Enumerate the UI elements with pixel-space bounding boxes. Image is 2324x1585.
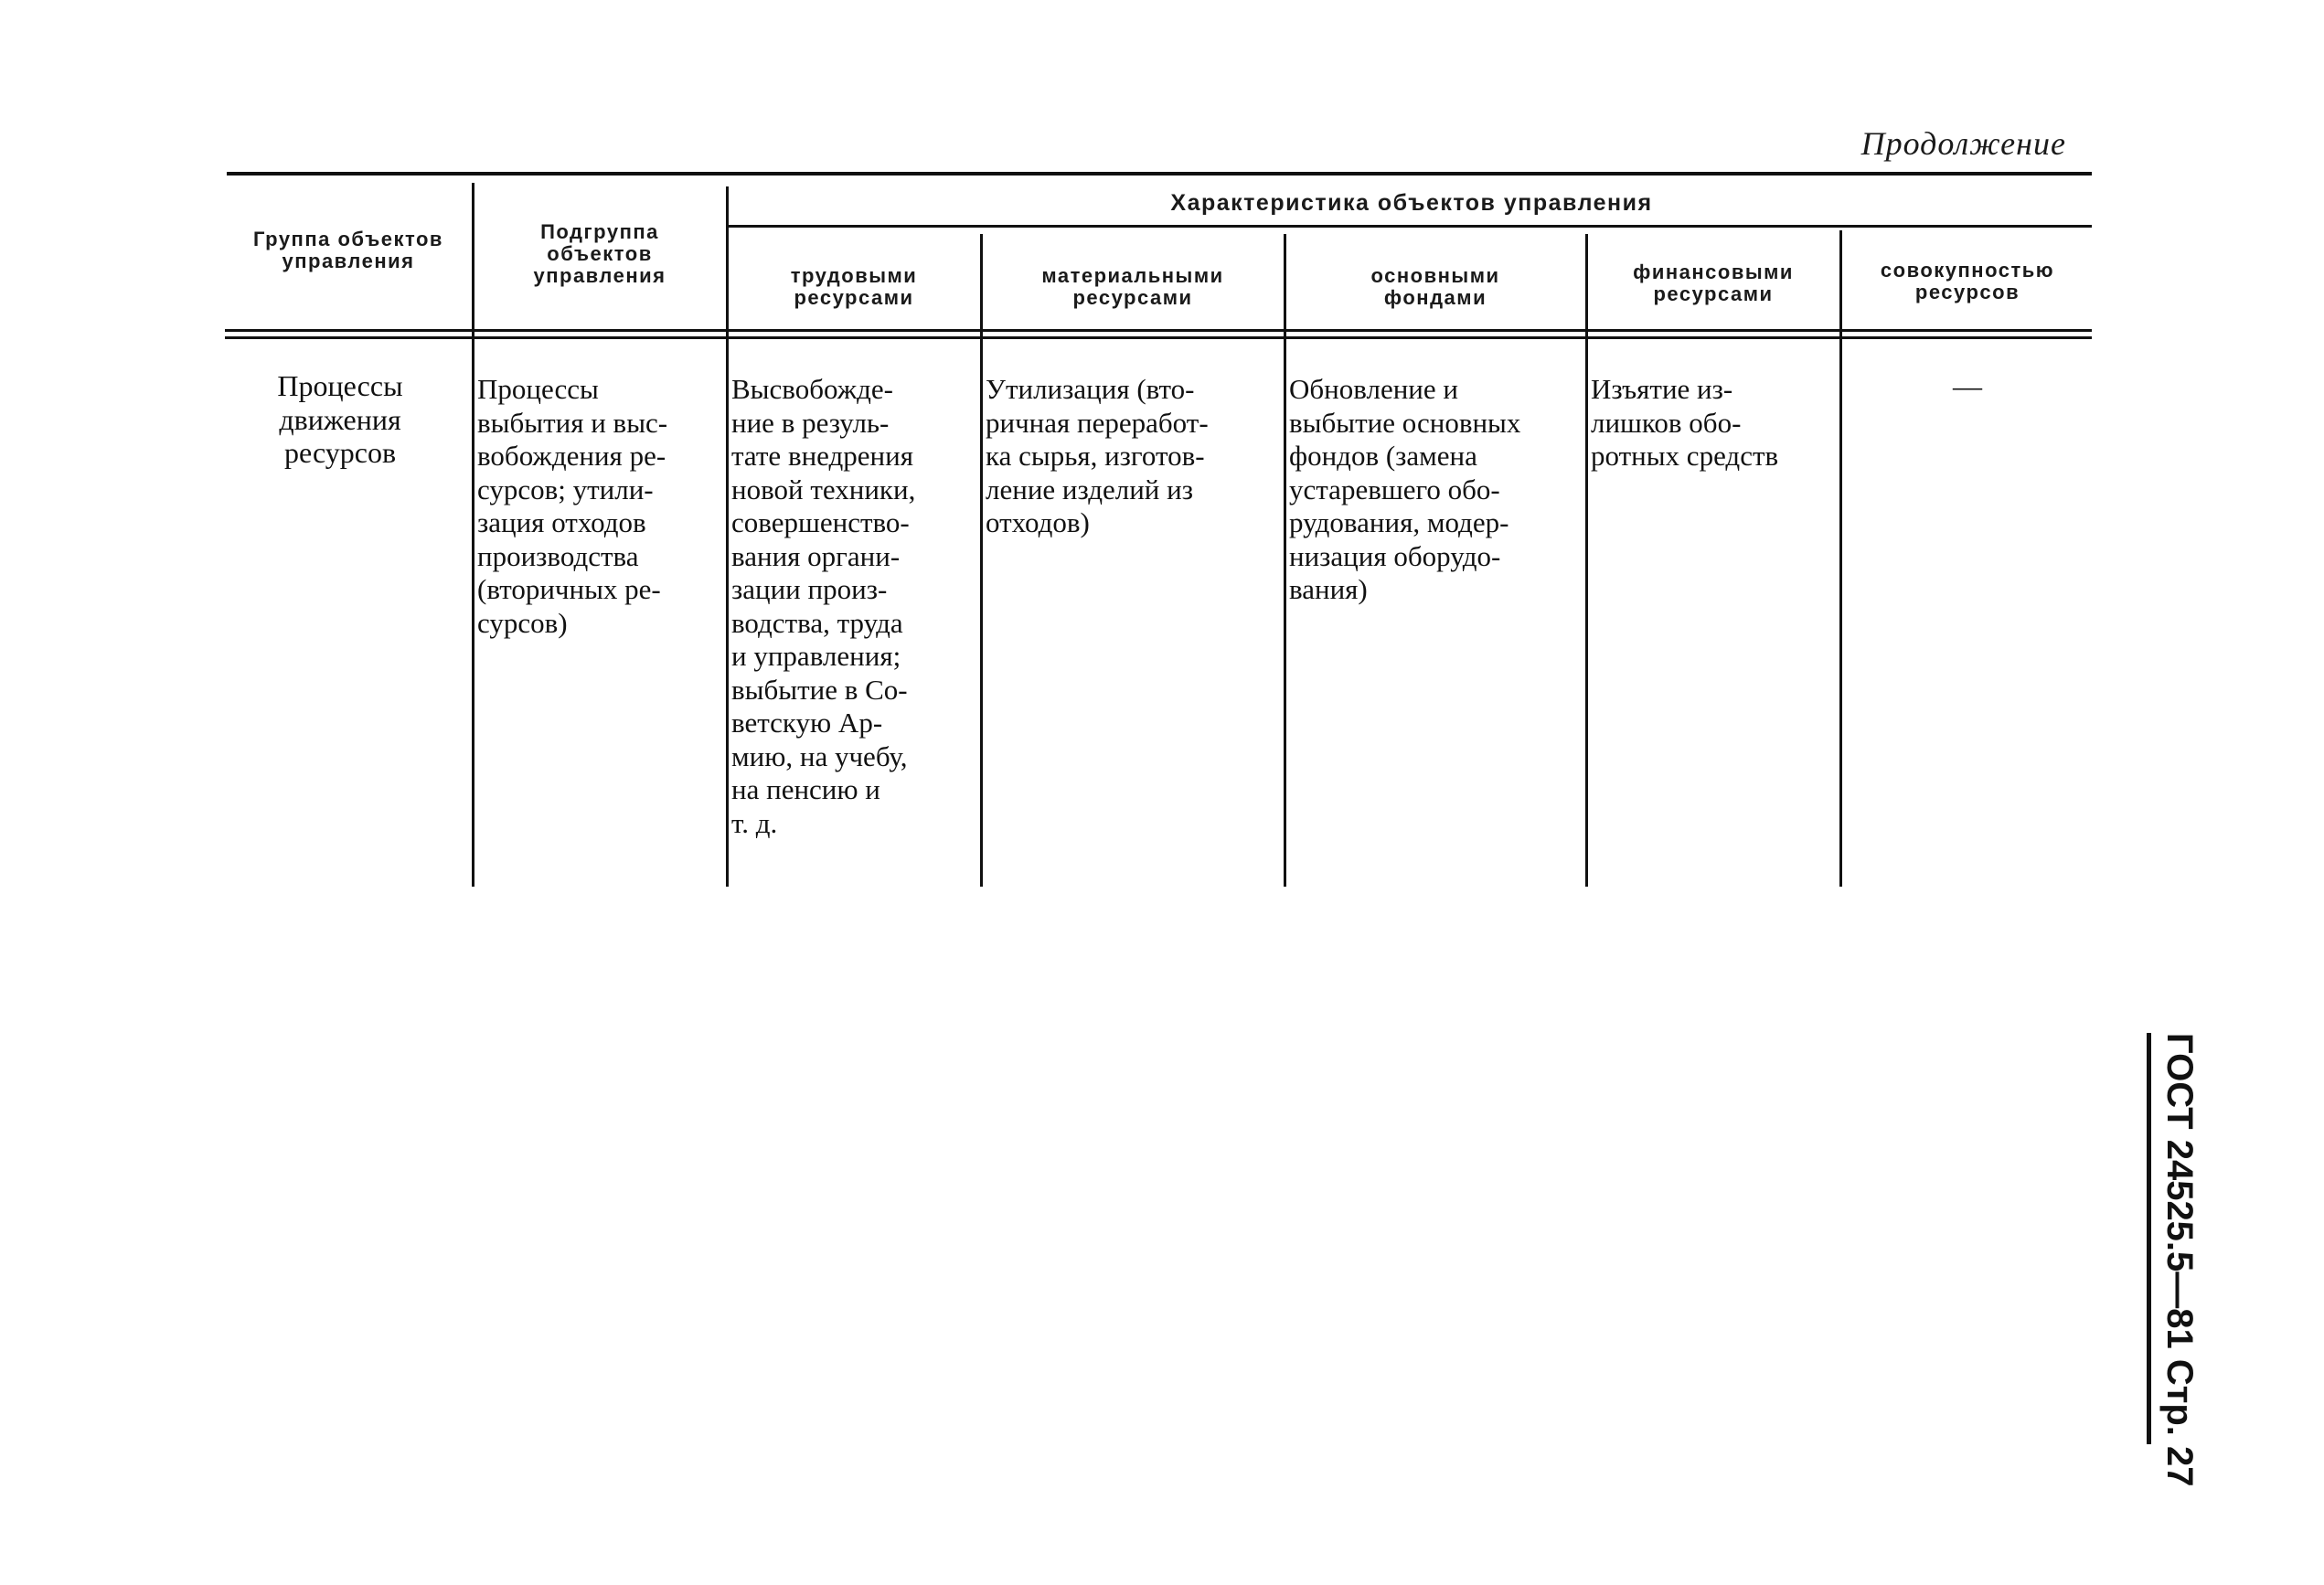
page-stamp — [2147, 1033, 2203, 1487]
header-labor-resources: трудовыми ресурсами — [790, 264, 918, 309]
characteristic-divider — [728, 225, 2092, 228]
cell-total-resources: — — [1953, 369, 1982, 402]
column-divider-6 — [1839, 230, 1842, 887]
cell-material-resources: Утилизация (вто- ричная переработ- ка сырья, изготов- ление изделий из отходов) — [986, 373, 1209, 538]
header-bottom-rule-2 — [225, 336, 2092, 339]
header-total-resources: совокупностью ресурсов — [1880, 259, 2055, 303]
header-characteristic: Характеристика объектов управления — [1170, 190, 1653, 216]
header-subgroup: Подгруппа объектов управления — [533, 220, 666, 287]
continuation-label: Продолжение — [1860, 125, 2066, 162]
header-bottom-rule-1 — [225, 329, 2092, 332]
column-divider-2 — [726, 186, 729, 887]
header-fixed-assets: основными фондами — [1370, 264, 1500, 309]
header-group: Группа объектов управления — [253, 228, 443, 272]
header-financial-resources: финансовыми ресурсами — [1633, 261, 1794, 305]
column-divider-3 — [980, 234, 983, 887]
cell-subgroup: Процессы выбытия и выс- вобождения ре- сурсов; утили- зация отходов производства (вторичных ре- сурсов) — [477, 373, 668, 639]
column-divider-4 — [1284, 234, 1286, 887]
cell-fixed-assets: Обновление и выбытие основных фондов (замена устаревшего обо- рудования, модер- низация оборудо- вания) — [1289, 373, 1521, 605]
cell-group: Процессы движения ресурсов — [277, 369, 403, 469]
stamp-text: ГОСТ 24525.5—81 Стр. 27 — [2159, 1033, 2200, 1487]
header-material-resources: материальными ресурсами — [1041, 264, 1224, 309]
column-divider-1 — [472, 183, 474, 887]
cell-labor-resources: Высвобожде- ние в резуль- тате внедрения новой техники, совершенство- вания органи- зации произ- водства, труда и управления; выбытие в Со- ветскую Ар- мию, на учебу, на пенсию и т. д. — [731, 373, 916, 839]
cell-financial-resources: Изъятие из- лишков обо- ротных средств — [1591, 373, 1779, 472]
column-divider-5 — [1585, 234, 1588, 887]
table-top-rule — [227, 172, 2092, 176]
